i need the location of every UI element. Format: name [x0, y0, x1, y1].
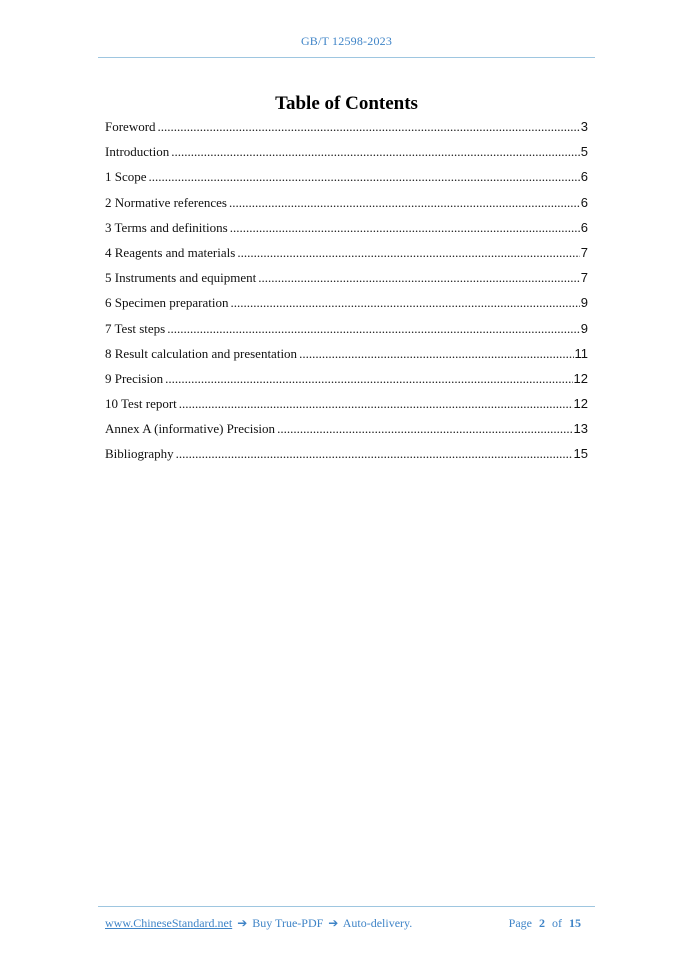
- toc-entry-test-report[interactable]: [105, 394, 588, 419]
- toc-entry-page: 9: [580, 295, 588, 311]
- toc-entry-page: 5: [580, 144, 588, 160]
- toc-leader: [176, 444, 573, 464]
- toc-entry-annex-a[interactable]: [105, 419, 588, 444]
- toc-entry-normative-references[interactable]: [105, 193, 588, 218]
- toc-entry-title: 4 Reagents and materials: [105, 244, 236, 260]
- toc-entry-title: 8 Result calculation and presentation: [105, 345, 298, 361]
- toc-entry-foreword[interactable]: [105, 117, 588, 142]
- toc-entry-page: 12: [573, 396, 588, 412]
- toc-leader: [167, 319, 580, 339]
- toc-list: [105, 117, 588, 470]
- footer-promo: [105, 916, 412, 931]
- toc-entry-title: Bibliography: [105, 446, 174, 462]
- toc-entry-title: 2 Normative references: [105, 194, 227, 210]
- running-header: GB/T 12598-2023: [300, 34, 393, 48]
- toc-entry-test-steps[interactable]: [105, 319, 588, 344]
- toc-entry-introduction[interactable]: [105, 142, 588, 167]
- page-label: Page: [508, 916, 532, 930]
- toc-leader: [171, 142, 580, 162]
- page-number: [509, 916, 585, 931]
- toc-entry-title: Foreword: [105, 119, 156, 134]
- page-current: 2: [539, 916, 545, 930]
- footer-divider: [98, 906, 595, 907]
- toc-entry-title: 5 Instruments and equipment: [105, 270, 257, 286]
- toc-entry-terms-and-definitions[interactable]: [105, 218, 588, 243]
- toc-leader: [299, 344, 573, 364]
- toc-entry-bibliography[interactable]: [105, 444, 588, 469]
- toc-leader: [230, 218, 580, 238]
- toc-entry-title: 1 Scope: [105, 169, 147, 185]
- arrow-right-icon: ➔: [237, 916, 248, 930]
- buy-pdf-text: Buy True-PDF: [252, 916, 324, 930]
- toc-leader: [258, 268, 579, 288]
- toc-leader: [165, 369, 572, 389]
- page-of-label: of: [552, 916, 562, 930]
- toc-entry-page: 15: [573, 446, 588, 462]
- toc-leader: [277, 419, 572, 439]
- toc-entry-precision[interactable]: [105, 369, 588, 394]
- toc-entry-title: Annex A (informative) Precision: [105, 421, 276, 437]
- toc-entry-title: 9 Precision: [105, 370, 164, 386]
- toc-entry-instruments-and-equipment[interactable]: [105, 268, 588, 293]
- toc-entry-page: 3: [580, 119, 588, 134]
- toc-leader: [230, 293, 579, 313]
- toc-entry-page: 13: [573, 421, 588, 437]
- toc-entry-title: Introduction: [105, 144, 170, 160]
- toc-leader: [149, 167, 580, 187]
- toc-entry-reagents-and-materials[interactable]: [105, 243, 588, 268]
- toc-entry-result-calculation[interactable]: [105, 344, 588, 369]
- toc-entry-page: 7: [580, 244, 588, 260]
- toc-entry-scope[interactable]: [105, 167, 588, 192]
- toc-entry-page: 12: [573, 370, 588, 386]
- toc-entry-page: 9: [580, 320, 588, 336]
- delivery-text: Auto-delivery.: [342, 916, 413, 930]
- toc-entry-title: 10 Test report: [105, 396, 177, 412]
- page-title: Table of Contents: [275, 92, 418, 114]
- toc-entry-title: 7 Test steps: [105, 320, 166, 336]
- toc-entry-specimen-preparation[interactable]: [105, 293, 588, 318]
- header-divider: [98, 57, 595, 58]
- toc-entry-page: 6: [580, 219, 588, 235]
- toc-entry-page: 7: [580, 270, 588, 286]
- toc-leader: [237, 243, 579, 263]
- toc-leader: [179, 394, 573, 414]
- toc-entry-page: 11: [574, 345, 588, 361]
- page-total: 15: [569, 916, 581, 930]
- toc-entry-page: 6: [580, 169, 588, 185]
- toc-leader: [158, 117, 580, 137]
- site-link[interactable]: www.ChineseStandard.net: [105, 916, 233, 930]
- toc-entry-page: 6: [580, 194, 588, 210]
- toc-entry-title: 3 Terms and definitions: [105, 219, 228, 235]
- arrow-right-icon: ➔: [328, 916, 339, 930]
- toc-entry-title: 6 Specimen preparation: [105, 295, 229, 311]
- toc-leader: [229, 193, 580, 213]
